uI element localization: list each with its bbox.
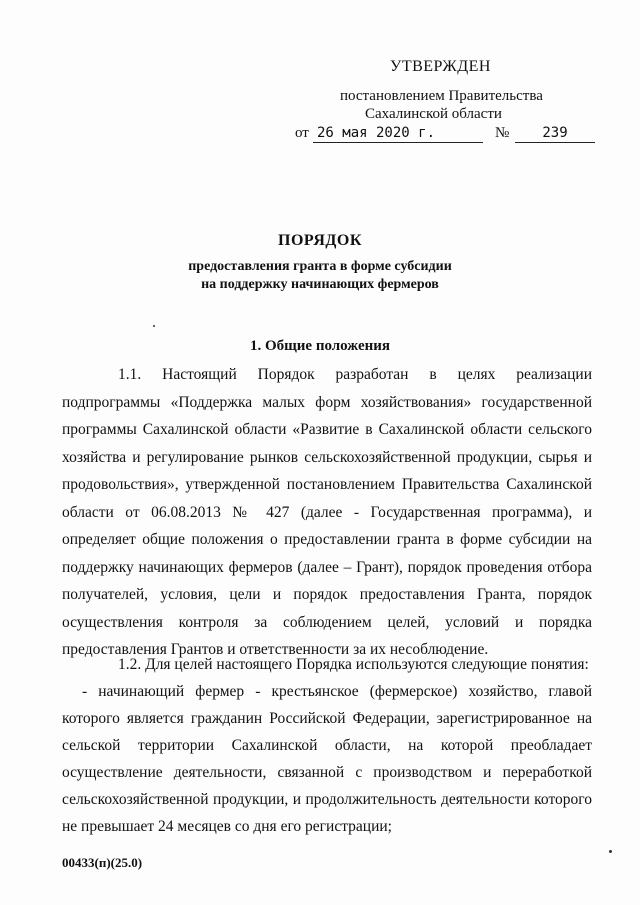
approved-region-line: Сахалинской области [365,106,502,122]
approval-date: 26 мая 2020 г. [313,125,483,143]
paragraph-1-2: 1.2. Для целей настоящего Порядка используются следующие понятия: [118,656,589,673]
approved-heading: УТВЕРЖДЕН [390,58,491,75]
footer-form-code: 00433(п)(25.0) [62,855,143,870]
definition-paragraph: - начинающий фермер - крестьянское (фермерское) хозяйство, главой которого является гражданин Российской Федерации, зарегистрированное на сельской территории Сахалинской области, на которой преобладает осуществление деятельности, связанной с производством и переработкой сельскохозяйственной продукции, и продолжительность деятельности которого не превышает 24 месяцев со дня его регистрации; [62,683,592,835]
scan-speck [153,325,155,327]
scan-speck [609,850,612,853]
approval-number: 239 [515,125,595,143]
document-subtitle [0,258,640,294]
subtitle-line-2: на поддержку начинающих фермеров [201,277,439,292]
number-sign: № [495,125,510,141]
approved-by-line: постановлением Правительства [340,88,543,104]
approval-date-row [295,125,615,145]
section-heading: 1. Общие положения [249,338,391,354]
subtitle-line-1: предоставления гранта в форме субсидии [188,259,452,274]
document-title: ПОРЯДОК [278,232,362,249]
date-prefix: от [295,125,309,141]
paragraph-1-1: 1.1. Настоящий Порядок разработан в целях реализации подпрограммы «Поддержка малых форм хозяйствования» государственной программы Сахалинской области «Развитие в Сахалинской области сельского хозяйства и регулирование рынков сельскохозяйственной продукции, сырья и продовольствия», утвержденной постановлением Правительства Сахалинской области от 06.08.2013 № 427 (далее - Государственная программа), и определяет общие положения о предоставлении гранта в форме субсидии на поддержку начинающих фермеров (далее – Грант), порядок проведения отбора получателей, условия, цели и порядок предоставления Гранта, порядок осуществления контроля за соблюдением целей, условий и порядка предоставления Грантов и ответственности за их несоблюдение. [62,366,592,658]
